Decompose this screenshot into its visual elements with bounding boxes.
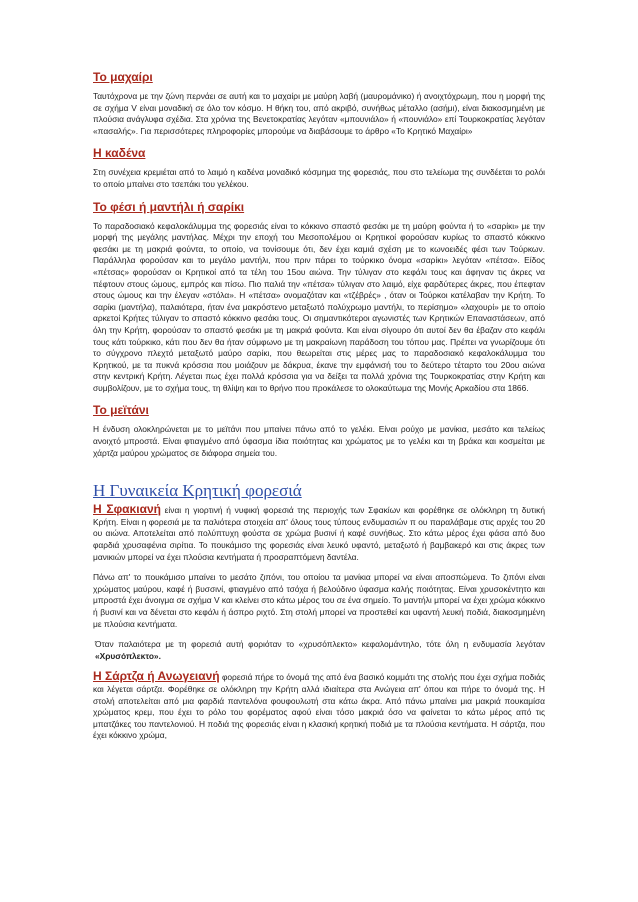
paragraph-fez: Το παραδοσιακό κεφαλοκάλυμμα της φορεσιάς είναι το κόκκινο σπαστό φεσάκι με τη μαύρη φούντα ή το «σαρίκι» με την μορφή της μεγάλης μαντήλας. Μέχρι την εποχή του Μεσοπολέμου οι Κρητικοί φορούσαν κυρίως το σπαστό κόκκινο φεσάκι με τη μακριά φούντα, το οποίο, να τονίσουμε ότι, δεν έχει καμιά σχέση με το κωνοειδές φέσι των Τούρκων. Παράλληλα φορούσαν και το μεγάλο μαντήλι, που πριν πάρει το τούρκικο όνομα «σαρίκι» λεγόταν «πέτσα». Είδος «πέτσας» φορούσαν οι Κρητικοί από τα τέλη του 15ου αιώνα. Την τύλιγαν στο κεφάλι τους και άφηναν τις άκρες να πέφτουν στους ώμους, εμπρός και πίσω. Πιο παλιά την «πέτσα» τύλιγαν στο λαιμό, είχε φαρδύτερες άκρες, που έπεφταν στους ώμους και την έλεγαν «στόλα». Η «πέτσα» ονομαζόταν και «τζέβρές» , όταν οι Τούρκοι κατέλαβαν την Κρήτη. Το σαρίκι (μαντήλα), παλαιότερα, ήταν ένα μακρόστενο μεταξωτό πολύχρωμο μαντήλι, το περίσημο» «λαχουρί» με το οποίο αρκετοί Κρήτες τύλιγαν το σπαστό κόκκινο φεσάκι τους. Οι σημαντικότεροι αγωνιστές των Κρητικών Επαναστάσεων, από όλη την Κρήτη, φορούσαν το σπαστό φεσάκι με τη μακριά φούντα. Και είναι σίγουρο ότι αυτοί δεν θα έβαζαν στο κεφάλι τους κάτι τούρκικο, κάτι που δεν θα ήταν σύμφωνο με τη μακραίωνη παράδοση του τόπου μας. Πρέπει να γνωρίζουμε ότι το σύγχρονο πλεχτό μεταξωτό μαύρο σαρίκι, που θεωρείται στις μέρες μας το παραδοσιακό κεφαλοκάλυμμα του Κρητικού, με τα πυκνά κρόσσια που μοιάζουν με δάκρυα, έκανε την εμφάνισή του το δεύτερο τέταρτο του 20ου αιώνα στην κεντρική Κρήτη. Λέγεται πως έχει πολλά κρόσσια για να δείξει τα πολλά χρόνια της Τουρκοκρατίας στην Κρήτη και συμβολίζουν, με το σχήμα τους, τη θλίψη και το θρήνο που προκάλεσε το ολοκαύτωμα της Μονής Αρκαδίου στα 1866. (93, 220, 545, 393)
heading-chain: Η καδένα (93, 146, 146, 161)
anogeiani-text: φορεσιά πήρε το όνομά της από ένα βασικό κομμάτι της στολής που έχει σχήμα ποδιάς και λέγεται σάρτζα. Φορέθηκε σε ολόκληρη την Κρήτη αλλά ιδιαίτερα στα Ανώγεια απ' όπου και πήρε το όνομά της. Η στολή αποτελείται από μια φαρδιά παντελόνα φουφουλωτή στα κάτω άκρα. Από πάνω μπαίνει μια μακριά πουκαμίσα χρώματος κρεμ, που έχει το ρόλο του φορέματος αφού είναι τόσο μακριά όσο να φαίνεται το κάτω μέρος από τις μπατζάκες του παντελονιού. Η ποδιά της φορεσιάς είναι η κλασική κρητική ποδιά με τα πλούσια κεντήματα. Η σάρτζα, που έχει κόκκινο χρώμα, (93, 672, 545, 741)
heading-women-costume: Η Γυναικεία Κρητική φορεσιά (93, 481, 302, 501)
paragraph-chain: Στη συνέχεια κρεμιέται από το λαιμό η καδένα μοναδικό κόσμημα της φορεσιάς, που στο τελείωμα της συνδέεται το ρολόι το οποίο μπαίνει στο τσεπάκι του γελέκου. (93, 167, 545, 189)
paragraph-zipone: Πάνω απ' το πουκάμισο μπαίνει το μεσάτο ζιπόνι, του οποίου τα μανίκια μπορεί να είναι αποσπώμενα. Το ζιπόνι είναι χρώματος μαύρου, καφέ ή βυσσινί, φτιαγμένο από τσόχα ή βελούδινο ύφασμα καλής ποιότητας. Είναι χρυσοκέντητο και μπροστά έχει άνοιγμα σε σχήμα V και κλείνει στο κάτω μέρος του σε ένα σημείο. Το μαντήλι μπορεί να έχει χρώμα κόκκινο ή βυσινί και να δένεται στο κεφάλι ή άσπρο ριχτό. Στη στολή μπορεί να προστεθεί και υφαντή λευκή ποδιά, διακοσμημένη με πλούσια κεντήματα. (93, 572, 545, 629)
heading-fez: Το φέσι ή μαντήλι ή σαρίκι (93, 199, 245, 214)
paragraph-anogeiani (93, 671, 545, 742)
sfakiani-text: είναι η γιορτινή ή νυφική φορεσιά της περιοχής των Σφακίων και φορέθηκε σε ολόκληρη τη δυτική Κρήτη. Είναι η φορεσιά με τα παλιότερα στοιχεία απ' όλους τους τύπους ενδυμασιών π ου παραλάβαμε στις αρχές του 20 ου αιώνα. Αποτελείται από πολύπτυχη φούστα σε χρώμα βυσινί ή καφέ συνήθως. Στο κάτω μέρος έχει φάσα από δυο φαρδιά χρυσαφένια σιρίτια. Το πουκάμισο της φορεσιάς είναι λευκό υφαντό, μεταξωτό ή βαμβακερό και στις άκρες των μανικιών μπορεί να έχει πλούσια κεντήματα ή προσραπτόμενη δαντέλα. (93, 505, 545, 562)
paragraph-vest: Η ένδυση ολοκληρώνεται με το μεϊτάνι που μπαίνει πάνω από το γελέκι. Είναι ρούχο με μανίκια, μεσάτο και τελείως ανοιχτό μπροστά. Είναι φτιαγμένο από ύφασμα ίδια ποιότητας και χρώματος με το γελέκι και τη βράκα και κοσμείται με χάρτζα μαύρου χρώματος σε διάφορα σημεία του. (93, 424, 545, 458)
paragraph-sfakiani (93, 504, 545, 563)
heading-anogeiani: Η Σάρτζα ή Ανωγειανή (93, 669, 220, 684)
heading-sfakiani: Η Σφακιανή (93, 502, 161, 517)
article-body (93, 70, 545, 742)
paragraph-knife: Ταυτόχρονα με την ζώνη περνάει σε αυτή και το μαχαίρι με μαύρη λαβή (μαυρομάνικο) ή ανοιχτόχρωμη, που η μορφή της σε σχήμα V είναι μοναδική σε όλο τον κόσμο. Η θήκη του, από ακριβό, συνήθως μέταλλο (ασήμι), είναι διακοσμημένη με πλούσια ανάγλυφα σχέδια. Στα χρόνια της Βενετοκρατίας λεγόταν «μπουνιάλο» ή «πουνιάλο» επί Τουρκοκρατίας λεγόταν «πασαλής». Για περισσότερες πληροφορίες μπορούμε να διαβάσουμε το άρθρο «Το Κρητικό Μαχαίρι» (93, 91, 545, 136)
paragraph-chrysoplekto (93, 639, 545, 662)
heading-vest: Το μεϊτάνι (93, 403, 149, 418)
chrysoplekto-text: Όταν παλαιότερα με τη φορεσιά αυτή φοριόταν το «χρυσόπλεκτο» κεφαλομάντηλο, τότε όλη η ενδυμασία λεγόταν (95, 639, 545, 650)
heading-knife: Το μαχαίρι (93, 70, 153, 84)
chrysoplekto-term: «Χρυσόπλεκτο». (95, 650, 161, 661)
